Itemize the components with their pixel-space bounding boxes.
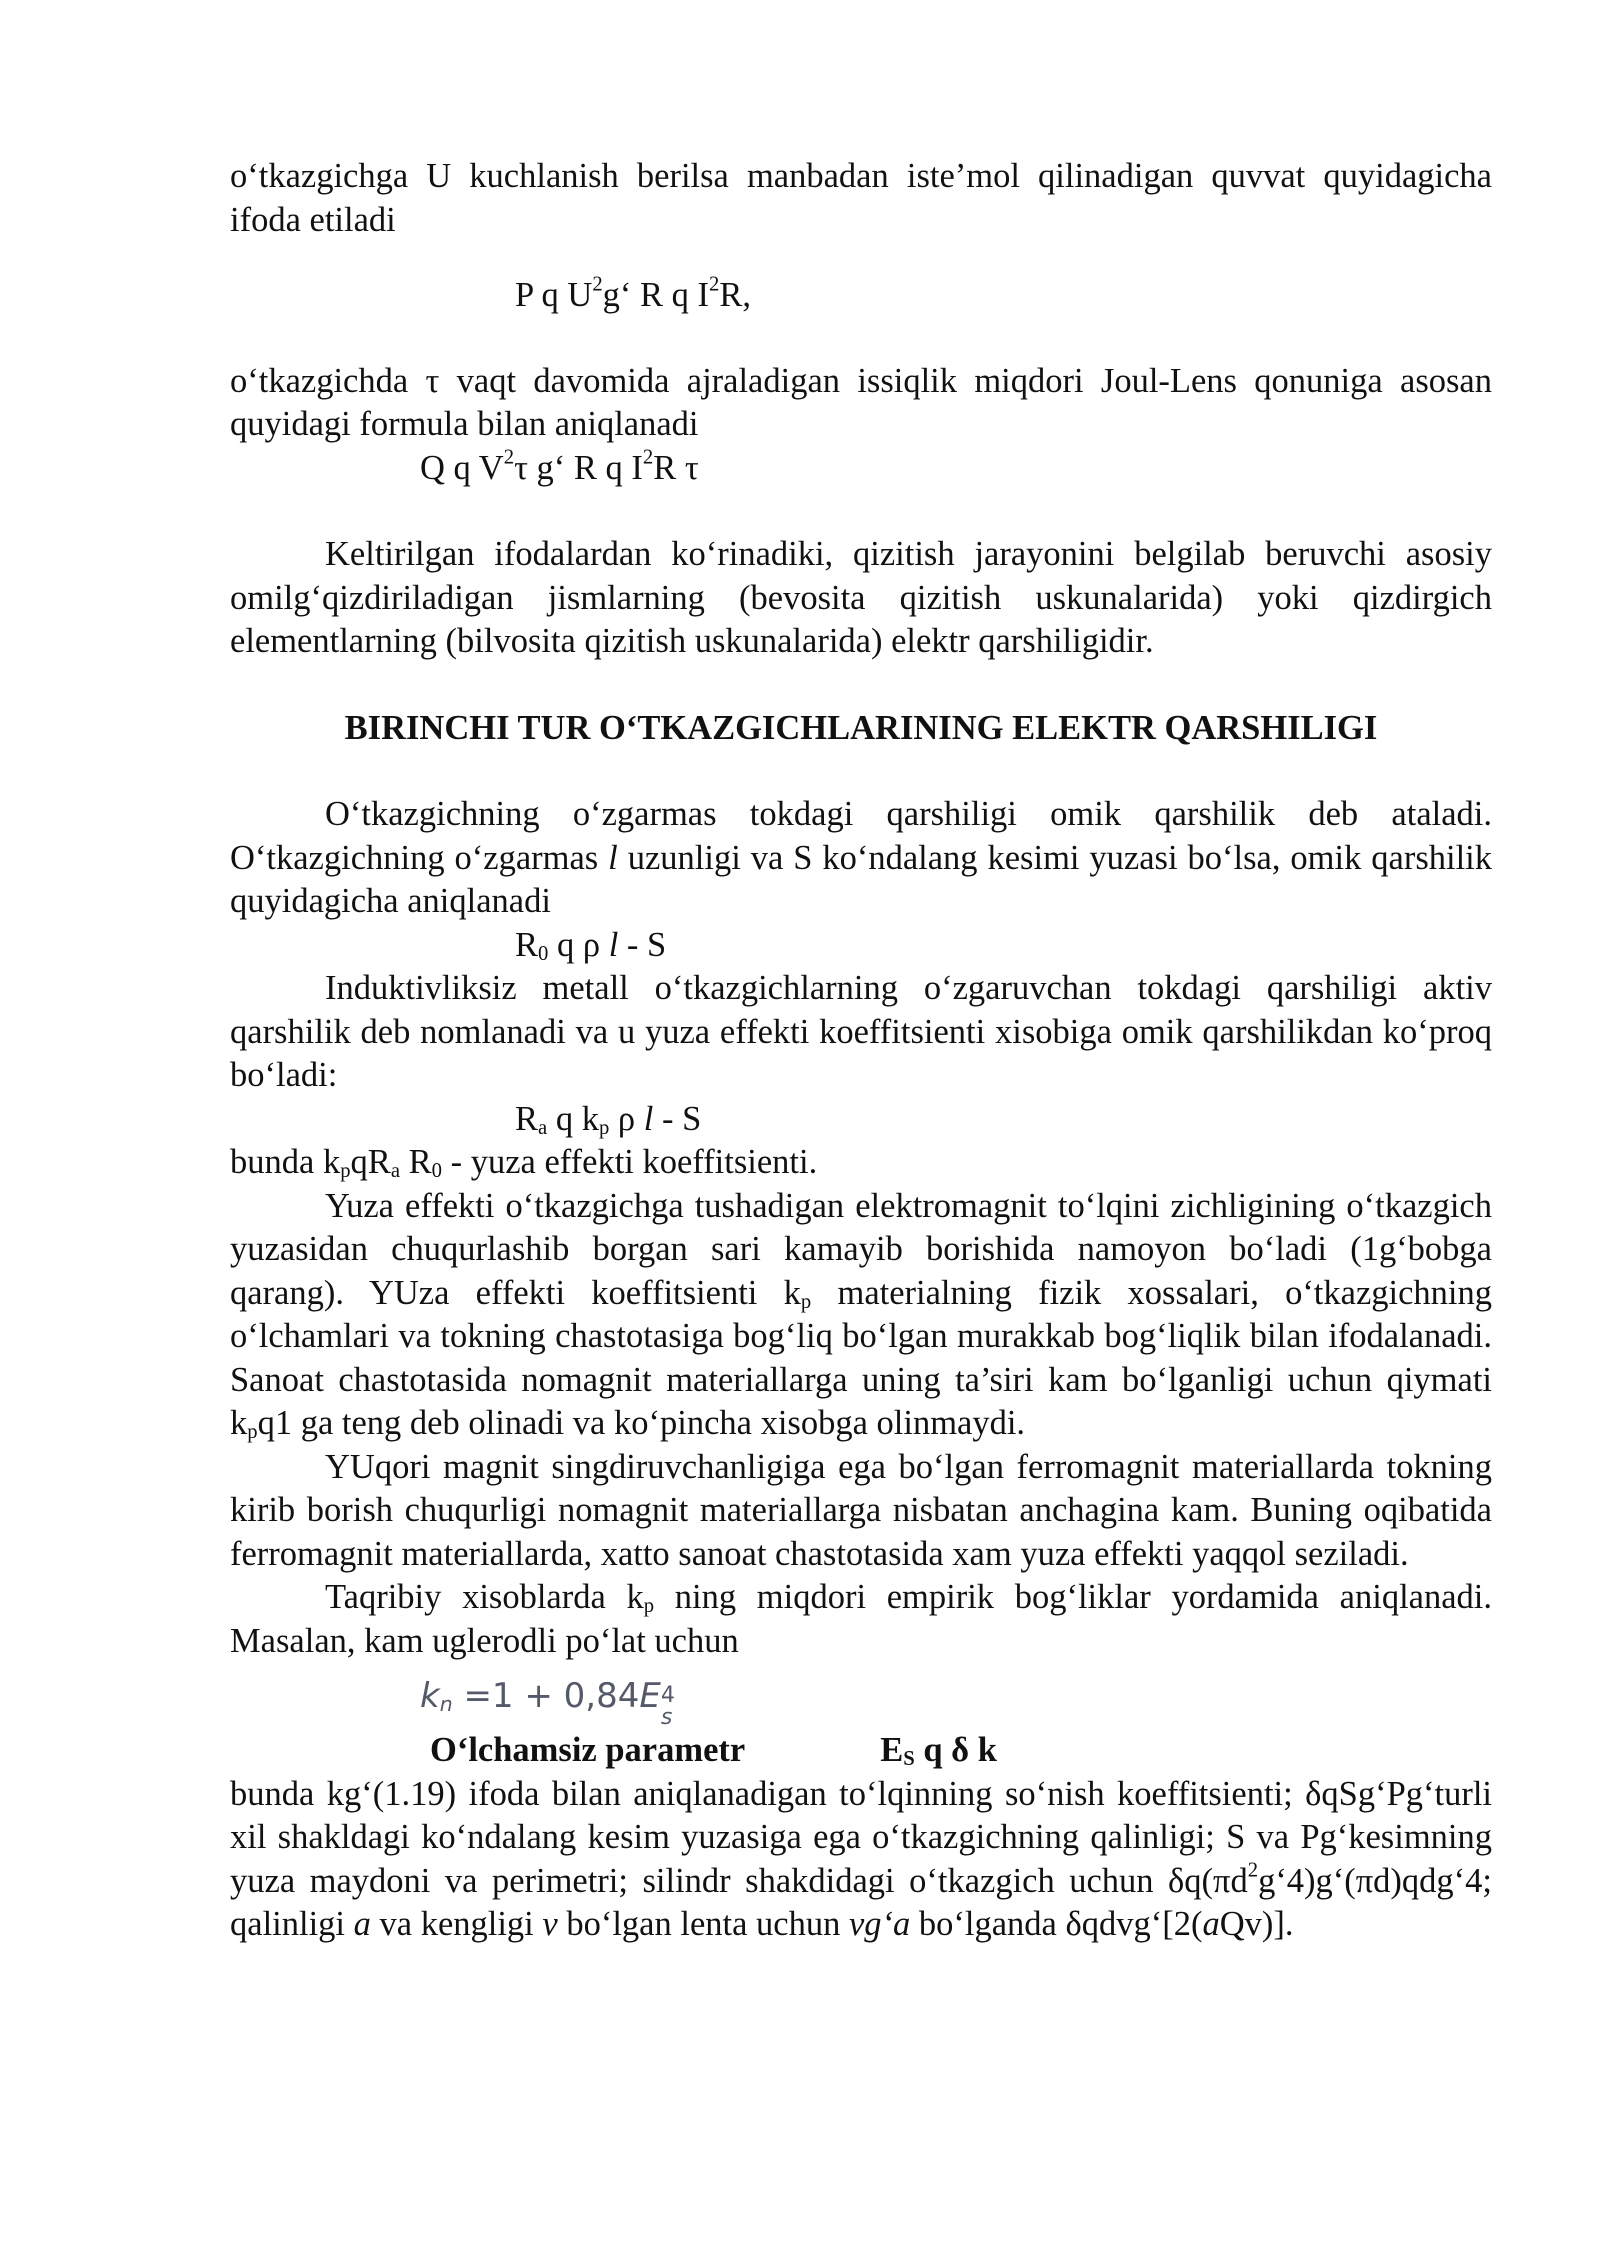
paragraph-approximate: Taqribiy xisoblarda $k_p$ ning miqdori empirik bog‘liklar yordamida aniqlanadi. Masalan, kam uglerodli po‘lat uchun	[230, 1578, 1492, 1660]
paragraph-kp-definition: bunda $k_pqR_a$ $R_0$ - yuza effekti koeffitsienti.	[230, 1143, 818, 1183]
document-page	[230, 155, 1492, 1947]
formula-kn-image: $k_n =1 + 0,84E$ 4 s	[420, 1676, 675, 1730]
formula-heat: Q q $V^2\tau$ g‘ R q $I^2R$ τ	[420, 445, 699, 487]
paragraph-heat: o‘tkazgichda τ vaqt davomida ajraladigan issiqlik miqdori Joul-Lens qonuniga asosan quyidagi formula bilan aniqlanadi	[230, 361, 1492, 443]
paragraph-active: Induktivliksiz metall o‘tkazgichlarning o‘zgaruvchan tokdagi qarshiligi aktiv qarshilik deb nomlanadi va u yuza effekti koeffitsienti xisobiga omik qarshilikdan ko‘proq bo‘ladi:	[230, 969, 1492, 1094]
dimensionless-parameter-line: O‘lchamsiz parametr $E_S$ q δ k	[430, 1731, 997, 1771]
section-heading: BIRINCHI TUR O‘TKAZGICHLARINING ELEKTR QARSHILIGI	[344, 708, 1378, 747]
formula-power: P q $U^2g‘$ R q $I^2R$,	[515, 273, 752, 314]
paragraph-conclusion: Keltirilgan ifodalardan ko‘rinadiki, qizitish jarayonini belgilab beruvchi asosiy omilg‘qizdiriladigan jismlarning (bevosita qizitish uskunalarida) yoki qizdirgich elementlarning (bilvosita qizitish uskunalarida) elektr qarshiligidir.	[230, 535, 1492, 660]
paragraph-skin-effect: Yuza effekti o‘tkazgichga tushadigan elektromagnit to‘lqini zichligining o‘tkazgich yuzasidan chuqurlashib borgan sari kamayib borishida namoyon bo‘ladi (1g‘bobga qarang). YUza effekti koeffitsienti $k_p$ materialning fizik xossalari, o‘tkazgichning o‘lchamlari va tokning chastotasiga bog‘liq bo‘lgan murakkab bog‘liqlik bilan ifodalanadi. Sanoat chastotasida nomagnit materiallarga uning ta’siri kam bo‘lganligi uchun qiymati $k_pq1$ ga teng deb olinadi va ko‘pincha xisobga olinmaydi.	[230, 1186, 1492, 1444]
paragraph-power: o‘tkazgichga U kuchlanish berilsa manbadan iste’mol qilinadigan quvvat quyidagicha ifoda etiladi	[230, 157, 1492, 239]
paragraph-attenuation: bunda kg‘(1.19) ifoda bilan aniqlanadigan to‘lqinning so‘nish koeffitsienti; δqSg‘Pg‘turli xil shakldagi ko‘ndalang kesim yuzasiga ega o‘tkazgichning qalinligi; S va Pg‘kesimning yuza maydoni va perimetri; silindr shakdidagi o‘tkazgich uchun $\delta q(\pi d^2g‘4)g‘(\pi d)qdg‘4$; qalinligi a va kengligi v bo‘lgan lenta uchun vg‘a bo‘lganda δqdvg‘[2(aQv)].	[230, 1774, 1492, 1943]
formula-ohmic: $R_0$ q ρ l - S	[515, 925, 667, 965]
paragraph-ferromagnetic: YUqori magnit singdiruvchanligiga ega bo‘lgan ferromagnit materiallarda tokning kirib borish chuqurligi nomagnit materiallarga nisbatan anchagina kam. Buning oqibatida ferromagnit materiallarda, xatto sanoat chastotasida xam yuza effekti yaqqol seziladi.	[230, 1447, 1492, 1573]
formula-active: $R_a$ q $k_p$ ρ l - S	[515, 1099, 702, 1139]
paragraph-ohmic: O‘tkazgichning o‘zgarmas tokdagi qarshiligi omik qarshilik deb ataladi. O‘tkazgichning o‘zgarmas l uzunligi va S ko‘ndalang kesimi yuzasi bo‘lsa, omik qarshilik quyidagicha aniqlanadi	[230, 795, 1492, 920]
